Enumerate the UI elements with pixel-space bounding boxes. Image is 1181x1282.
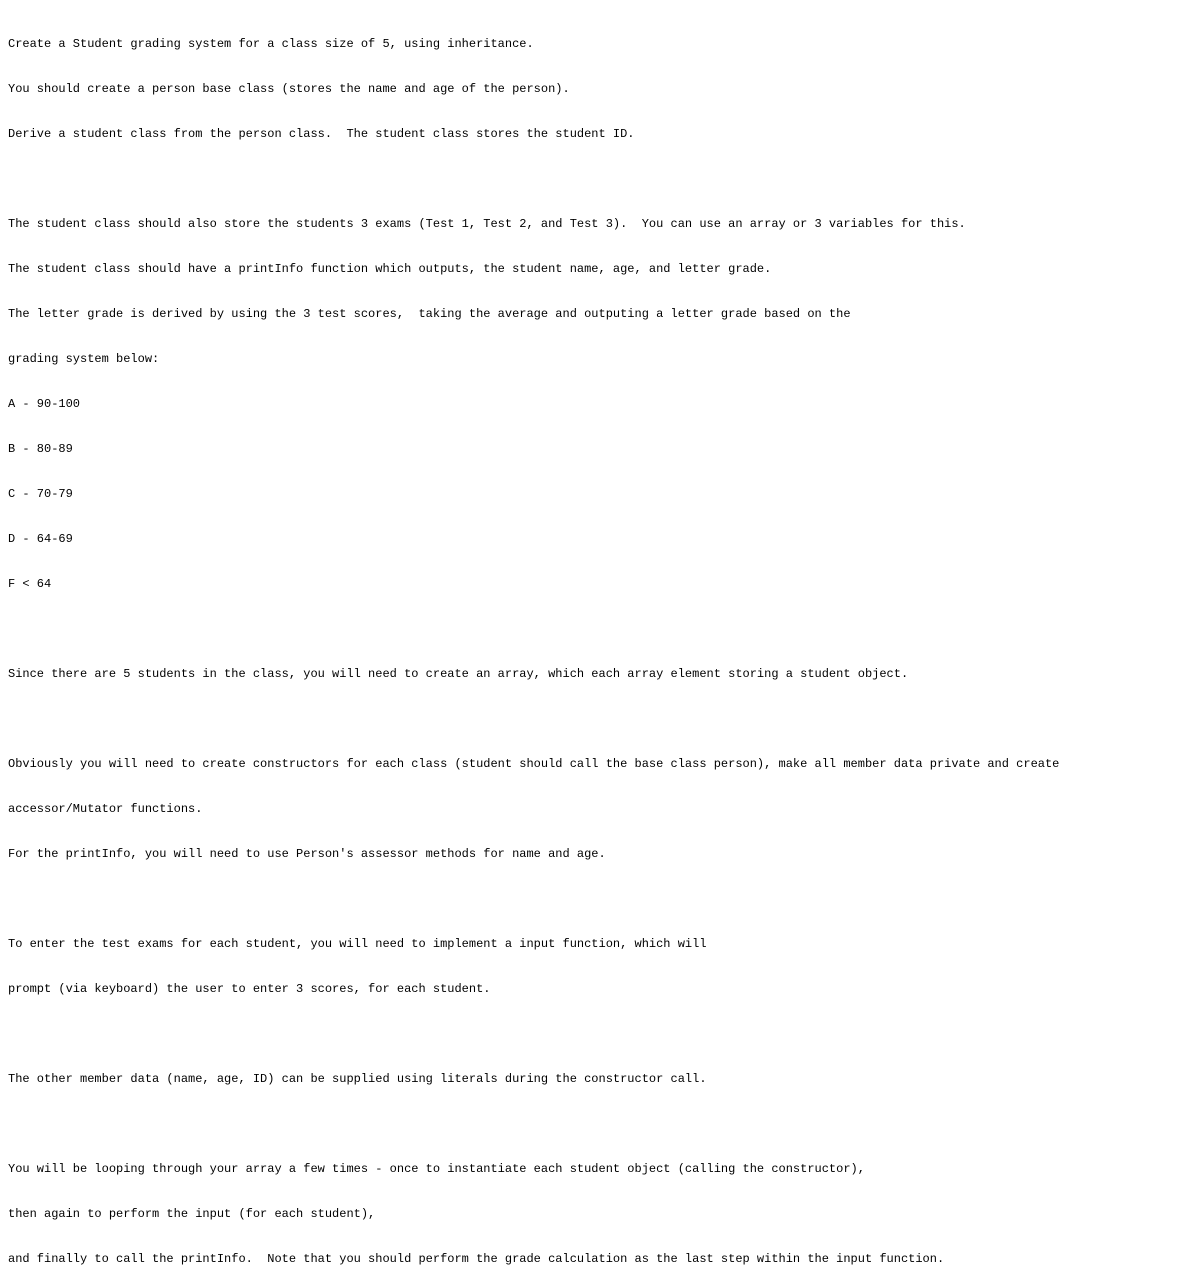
- text-line: Derive a student class from the person class. The student class stores the student ID.: [8, 127, 635, 141]
- text-line: The student class should also store the students 3 exams (Test 1, Test 2, and Test 3). You can use an array or 3 variables for this.: [8, 217, 966, 231]
- grade-scale-line: F < 64: [8, 577, 52, 591]
- blank-line: [8, 172, 1176, 187]
- text-line: To enter the test exams for each student, you will need to implement a input function, which will: [8, 937, 707, 951]
- text-line: then again to perform the input (for each student),: [8, 1207, 376, 1221]
- text-line: grading system below:: [8, 352, 160, 366]
- text-line: The student class should have a printInfo function which outputs, the student name, age, and letter grade.: [8, 262, 772, 276]
- text-line: accessor/Mutator functions.: [8, 802, 203, 816]
- blank-line: [8, 1027, 1176, 1042]
- text-line: The other member data (name, age, ID) can be supplied using literals during the constructor call.: [8, 1072, 707, 1086]
- text-line: Since there are 5 students in the class, you will need to create an array, which each array element storing a student object.: [8, 667, 909, 681]
- grade-scale-line: A - 90-100: [8, 397, 81, 411]
- text-line: prompt (via keyboard) the user to enter 3 scores, for each student.: [8, 982, 491, 996]
- blank-line: [8, 712, 1176, 727]
- blank-line: [8, 622, 1176, 637]
- assignment-text: [8, 7, 1176, 1282]
- text-line: Obviously you will need to create constructors for each class (student should call the base class person), make all member data private and create: [8, 757, 1060, 771]
- text-line: For the printInfo, you will need to use Person's assessor methods for name and age.: [8, 847, 606, 861]
- text-line: Create a Student grading system for a class size of 5, using inheritance.: [8, 37, 534, 51]
- blank-line: [8, 1117, 1176, 1132]
- text-line: The letter grade is derived by using the 3 test scores, taking the average and outputing a letter grade based on the: [8, 307, 851, 321]
- grade-scale-line: D - 64-69: [8, 532, 73, 546]
- grade-scale-line: B - 80-89: [8, 442, 73, 456]
- text-line: and finally to call the printInfo. Note that you should perform the grade calculation as the last step within the input function.: [8, 1252, 945, 1266]
- text-line: You will be looping through your array a few times - once to instantiate each student object (calling the constructor),: [8, 1162, 865, 1176]
- blank-line: [8, 892, 1176, 907]
- grade-scale-line: C - 70-79: [8, 487, 73, 501]
- text-line: You should create a person base class (stores the name and age of the person).: [8, 82, 570, 96]
